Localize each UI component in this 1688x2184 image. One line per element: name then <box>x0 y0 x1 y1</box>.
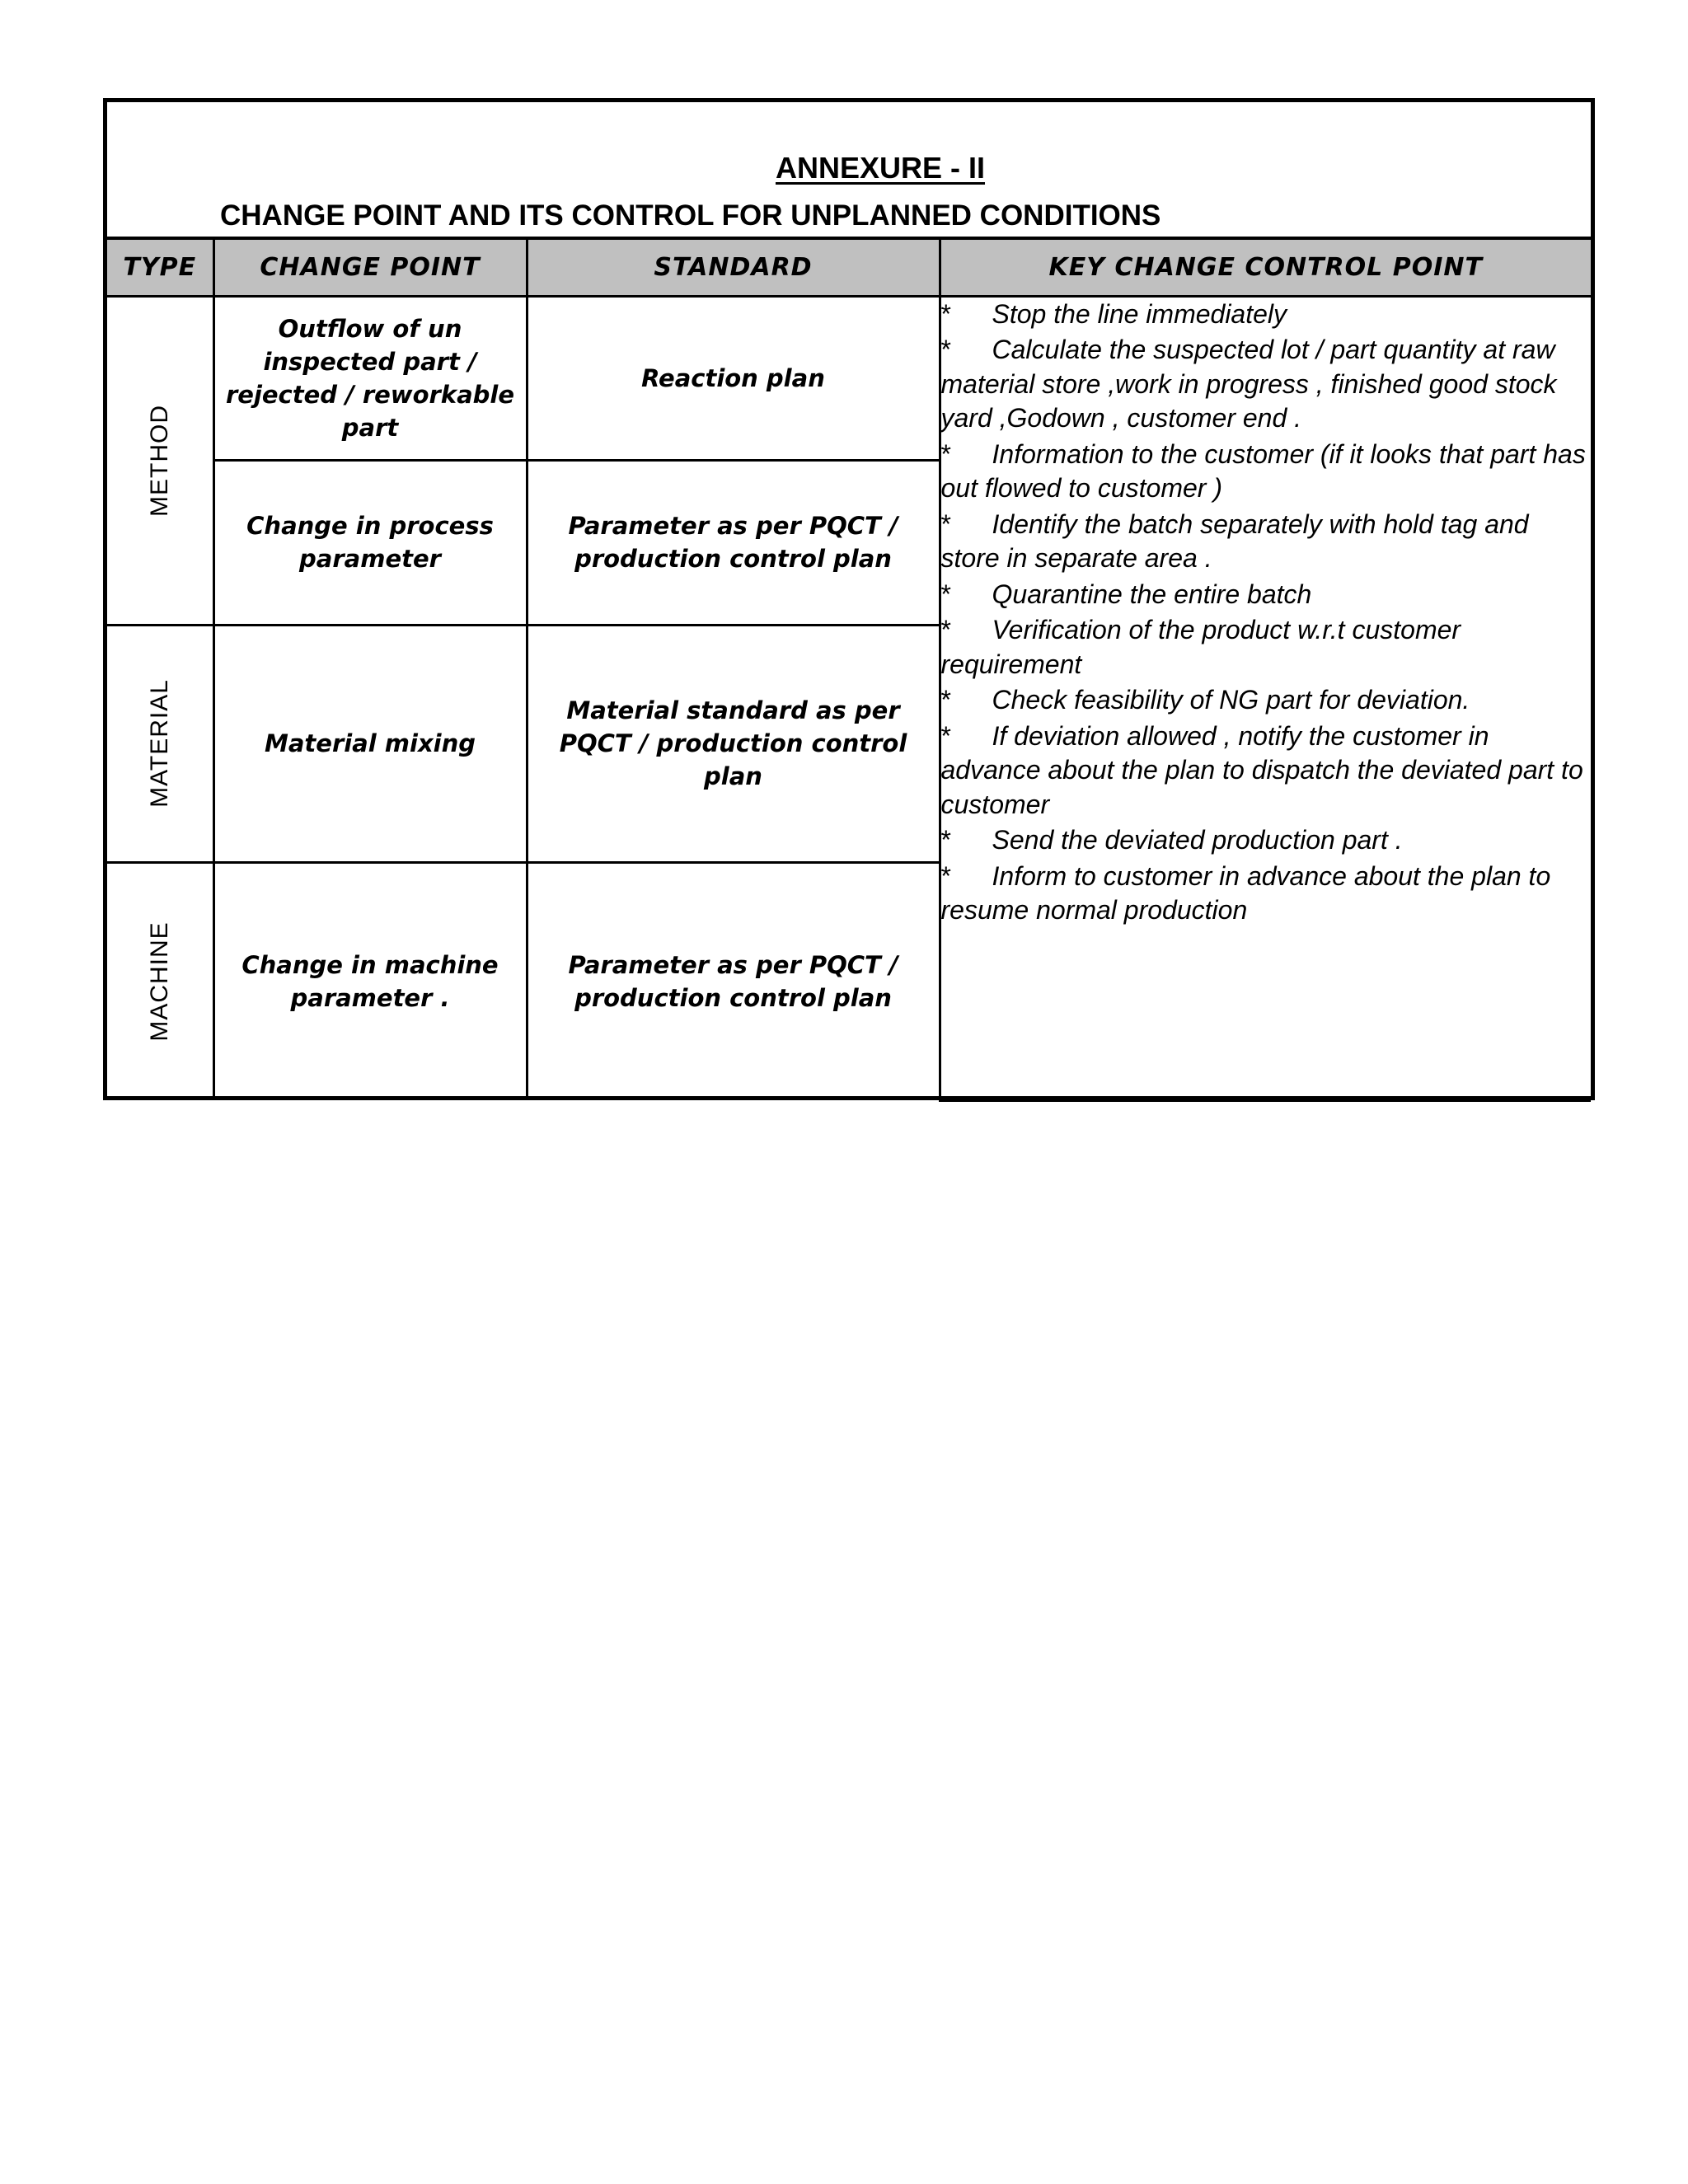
bullet-marker: * <box>940 298 951 329</box>
key-point-text: Stop the line immediately <box>992 298 1287 329</box>
standard-cell: Reaction plan <box>527 296 940 460</box>
annexure-frame <box>103 98 1595 1100</box>
change-point-table <box>107 240 1591 1102</box>
standard-cell: Parameter as per PQCT / production control plan <box>527 460 940 625</box>
key-point-item <box>941 508 1592 576</box>
standard-cell: Parameter as per PQCT / production control plan <box>527 862 940 1100</box>
key-point-item <box>941 860 1592 928</box>
title-band <box>107 102 1591 240</box>
key-point-text: Inform to customer in advance about the plan to resume normal production <box>940 860 1551 925</box>
bullet-marker: * <box>940 509 951 539</box>
bullet-marker: * <box>940 335 951 364</box>
header-row <box>107 240 1591 296</box>
key-point-item <box>941 719 1592 823</box>
key-point-item <box>941 613 1592 682</box>
header-key-change-control-point: KEY CHANGE CONTROL POINT <box>940 240 1591 296</box>
header-change-point: CHANGE POINT <box>213 240 527 296</box>
bullet-marker: * <box>940 438 951 469</box>
key-point-text: Quarantine the entire batch <box>992 579 1312 609</box>
key-point-text: Identify the batch separately with hold tag and store in separate area . <box>940 509 1529 573</box>
key-point-item <box>941 298 1592 332</box>
key-point-item <box>941 683 1592 718</box>
key-change-control-point-cell <box>940 296 1591 1100</box>
key-point-text: Send the deviated production part . <box>992 825 1403 855</box>
change-point-cell: Material mixing <box>213 625 527 862</box>
key-point-text: If deviation allowed , notify the customer in advance about the plan to dispatch the deviated part to customer <box>940 720 1583 819</box>
type-cell-material <box>107 625 213 862</box>
document-title: ANNEXURE - II <box>775 151 986 185</box>
key-point-text: Information to the customer (if it looks that part has out flowed to customer ) <box>940 438 1586 503</box>
change-point-cell: Change in process parameter <box>213 460 527 625</box>
change-point-cell: Change in machine parameter . <box>213 862 527 1100</box>
key-point-item <box>941 333 1592 436</box>
key-point-text: Check feasibility of NG part for deviation. <box>992 685 1470 715</box>
type-cell-method <box>107 296 213 625</box>
header-standard: STANDARD <box>527 240 940 296</box>
key-point-text: Calculate the suspected lot / part quantity at raw material store ,work in progress , finished good stock yard ,Godown , customer end . <box>940 335 1557 433</box>
header-type: TYPE <box>107 240 213 296</box>
document-subtitle: CHANGE POINT AND ITS CONTROL FOR UNPLANNED CONDITIONS <box>220 199 1161 232</box>
bullet-marker: * <box>940 860 951 891</box>
bullet-marker: * <box>940 685 951 715</box>
bullet-marker: * <box>940 579 951 609</box>
type-label: MATERIAL <box>145 679 173 808</box>
key-point-item <box>941 823 1592 858</box>
key-point-item <box>941 438 1592 506</box>
key-point-text: Verification of the product w.r.t customer requirement <box>940 615 1461 679</box>
standard-cell: Material standard as per PQCT / production control plan <box>527 625 940 862</box>
key-point-item <box>941 578 1592 612</box>
type-label: METHOD <box>145 404 173 517</box>
type-cell-machine <box>107 862 213 1100</box>
type-label: MACHINE <box>145 921 173 1042</box>
bullet-marker: * <box>940 825 951 855</box>
bullet-marker: * <box>940 615 951 644</box>
bullet-marker: * <box>940 720 951 751</box>
change-point-cell: Outflow of un inspected part / rejected / reworkable part <box>213 296 527 460</box>
table-row <box>107 296 1591 460</box>
